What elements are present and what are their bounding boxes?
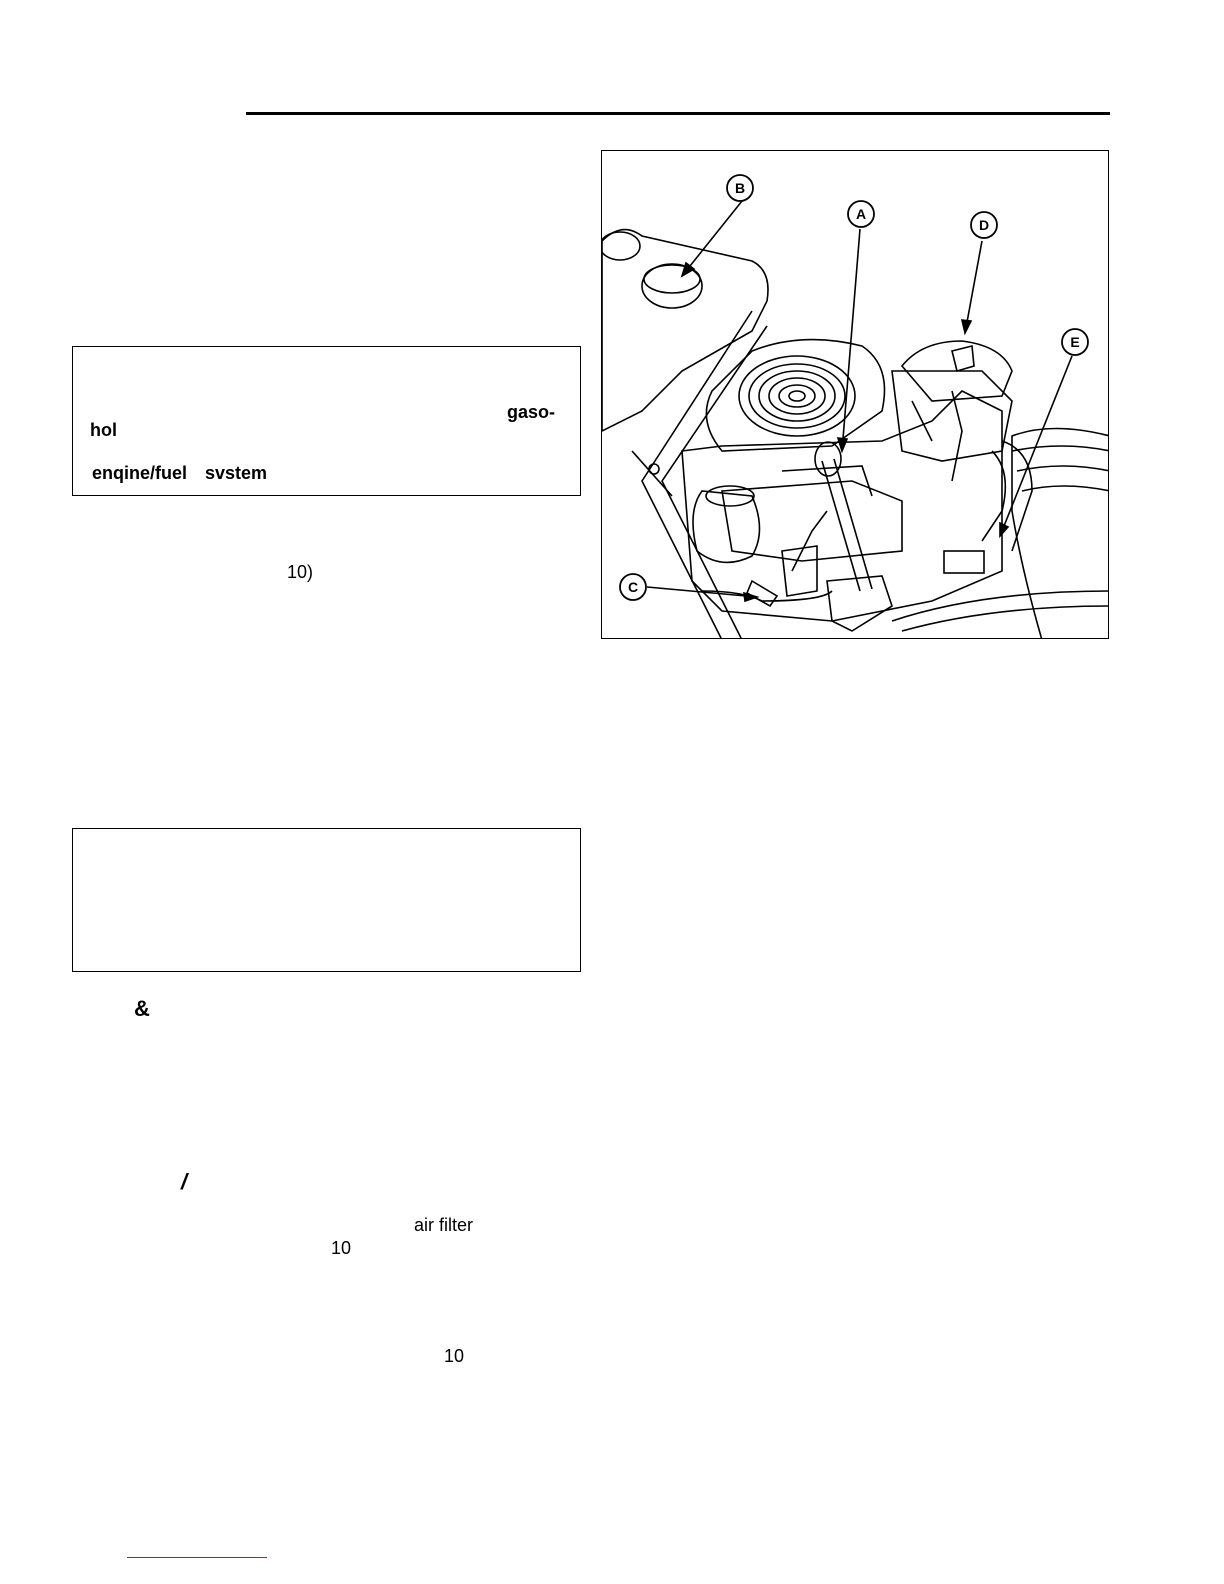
engine-drawing: [602, 151, 1109, 639]
callout-b-label: B: [734, 180, 746, 196]
text-slash: /: [181, 1169, 188, 1194]
engine-illustration: [601, 150, 1109, 639]
header-rule: [246, 112, 1110, 115]
text-engine-fuel: enqine/fuel: [92, 463, 188, 483]
callout-d-label: D: [978, 217, 990, 233]
text-gaso: gaso-: [507, 402, 556, 422]
callout-e-label: E: [1070, 334, 1080, 350]
callout-a-label: A: [855, 206, 867, 222]
caution-box: [72, 828, 581, 972]
text-air-filter: air filter: [414, 1215, 474, 1235]
text-ten-a: 10: [331, 1238, 352, 1258]
text-ampersand: &: [134, 996, 150, 1021]
text-system: svstem: [205, 463, 268, 483]
text-ten-b: 10: [444, 1346, 465, 1366]
callout-c-label: C: [627, 579, 639, 595]
text-hol: hol: [90, 420, 117, 440]
footer-rule: [127, 1557, 267, 1558]
text-ten-paren: 10): [287, 562, 314, 582]
